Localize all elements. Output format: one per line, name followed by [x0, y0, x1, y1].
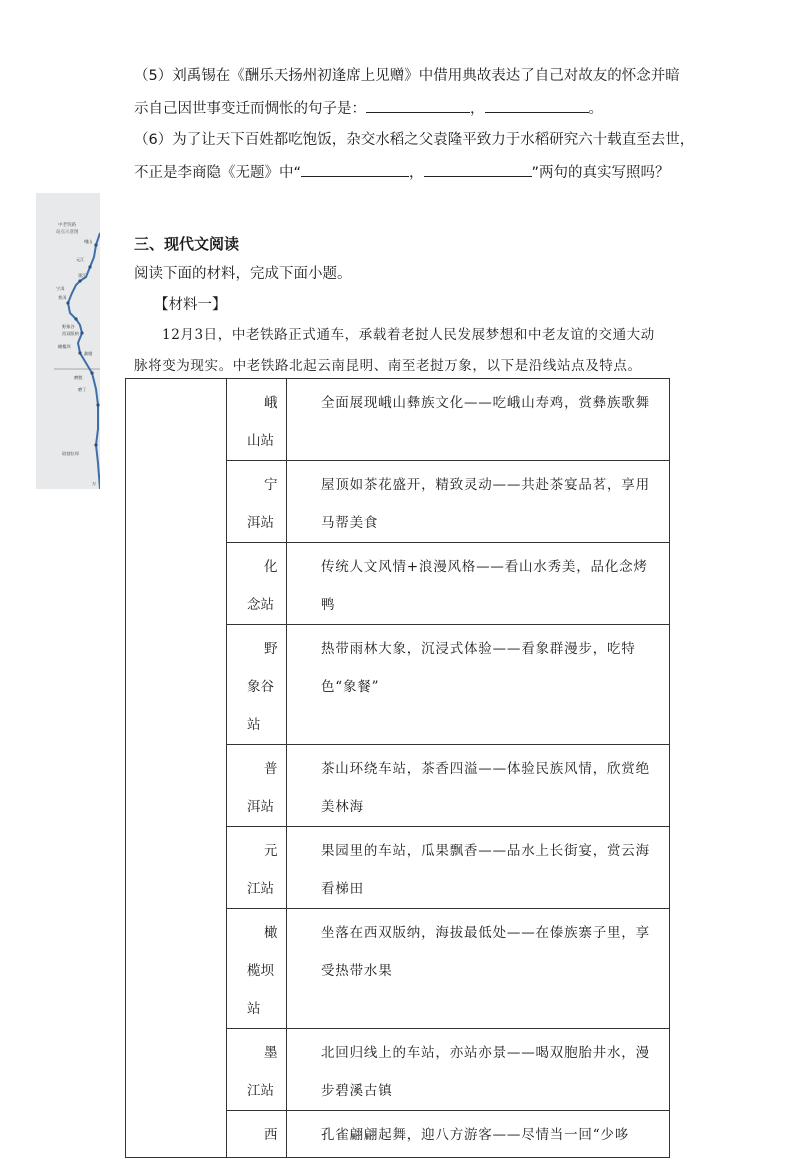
question-5-line-2 — [134, 98, 603, 119]
answer-blank[interactable] — [301, 162, 409, 177]
station-name-part: 山站 — [247, 433, 274, 449]
station-desc-cell — [287, 379, 670, 461]
station-name-part: 洱站 — [247, 799, 274, 815]
station-name-cell — [227, 827, 287, 909]
railway-route-map — [36, 193, 100, 489]
svg-text:橄榄坝: 橄榄坝 — [58, 344, 71, 349]
station-name-part: 野 — [264, 641, 278, 657]
station-name-part: 普 — [264, 761, 278, 777]
answer-blank[interactable] — [366, 98, 470, 113]
section-title: 三、现代文阅读 — [134, 235, 240, 253]
question-6-line-2 — [134, 162, 670, 183]
svg-text:野象谷: 野象谷 — [62, 324, 75, 329]
svg-text:万: 万 — [92, 481, 97, 486]
svg-text:宁洱: 宁洱 — [56, 286, 65, 291]
station-name — [227, 461, 286, 542]
station-name-part: 化 — [264, 559, 278, 575]
station-name — [227, 745, 286, 826]
station-desc-cell — [287, 1029, 670, 1111]
station-description: 果园里的车站，瓜果飘香——品水上长街宴，赏云海看梯田 — [321, 843, 650, 897]
station-row — [126, 379, 670, 461]
station-description: 北回归线上的车站，亦站亦景——喝双胞胎井水，漫步碧溪古镇 — [321, 1045, 650, 1099]
station-desc-cell — [287, 461, 670, 543]
station-name — [227, 1111, 286, 1154]
station-description: 传统人文风情+浪漫风格——看山水秀美，品化念烤鸭 — [321, 559, 648, 613]
section-instruction: 阅读下面的材料，完成下面小题。 — [134, 266, 352, 282]
answer-blank[interactable] — [485, 98, 589, 113]
separator: ， — [409, 165, 424, 181]
station-desc-cell — [287, 543, 670, 625]
station-name-part: 峨 — [264, 395, 278, 411]
material-intro-line-2: 脉将变为现实。中老铁路北起云南昆明、南至老挝万象，以下是沿线站点及特点。 — [134, 358, 642, 374]
map-title-1: 中老铁路 — [58, 223, 76, 228]
station-name-cell — [227, 1029, 287, 1111]
station-description: 屋顶如茶花盛开，精致灵动——共赴茶宴品茗，享用马帮美食 — [321, 477, 650, 531]
station-description: 茶山环绕车站，茶香四溢——体验民族风情，欣赏绝美林海 — [321, 761, 650, 815]
station-name — [227, 379, 286, 460]
separator: ， — [470, 101, 485, 117]
map-cell — [126, 379, 227, 1158]
svg-text:磨丁: 磨丁 — [78, 387, 87, 392]
svg-text:普洱: 普洱 — [58, 295, 67, 300]
svg-text:勐腊: 勐腊 — [84, 351, 93, 356]
station-name — [227, 827, 286, 908]
svg-text:琅勃拉邦: 琅勃拉邦 — [62, 451, 79, 456]
station-description: 孔雀翩翩起舞，迎八方游客——尽情当一回“少哆 — [321, 1127, 630, 1143]
station-name-cell — [227, 461, 287, 543]
material-intro-line-1: 12月3日，中老铁路正式通车，承载着老挝人民发展梦想和中老友谊的交通大动 — [162, 327, 655, 343]
station-name — [227, 625, 286, 744]
answer-blank[interactable] — [424, 162, 532, 177]
route-map-image — [36, 193, 100, 489]
svg-text:西双版纳: 西双版纳 — [62, 331, 79, 336]
station-name-cell — [227, 625, 287, 745]
question-5-prefix: 示自己因世事变迁而惆怅的句子是： — [134, 101, 366, 117]
station-name-part: 西 — [264, 1127, 278, 1143]
station-name-part: 榄坝站 — [247, 963, 274, 1017]
stations-table — [125, 378, 670, 1158]
station-desc-cell — [287, 909, 670, 1029]
station-desc-cell — [287, 745, 670, 827]
question-6-prefix: 不正是李商隐《无题》中“ — [134, 165, 302, 181]
station-name-part: 念站 — [247, 597, 274, 613]
sentence-end: 。 — [588, 101, 603, 117]
station-name — [227, 909, 286, 1028]
station-name-part: 江站 — [247, 1083, 274, 1099]
station-desc-cell — [287, 625, 670, 745]
material-label: 【材料一】 — [154, 297, 227, 313]
station-name-cell — [227, 1111, 287, 1158]
station-description: 坐落在西双版纳，海拔最低处——在傣族寨子里，享受热带水果 — [321, 925, 650, 979]
station-desc-cell — [287, 1111, 670, 1158]
station-name-part: 象谷站 — [247, 679, 274, 733]
svg-text:峨山: 峨山 — [84, 239, 93, 244]
station-desc-cell — [287, 827, 670, 909]
station-name-cell — [227, 543, 287, 625]
station-name — [227, 543, 286, 624]
station-name-part: 宁 — [264, 477, 278, 493]
station-name-cell — [227, 909, 287, 1029]
svg-text:元江: 元江 — [76, 257, 85, 262]
station-name — [227, 1029, 286, 1110]
station-name-part: 橄 — [264, 925, 278, 941]
map-title-2: 站点示意图 — [56, 230, 79, 235]
station-description: 全面展现峨山彝族文化——吃峨山寿鸡，赏彝族歌舞 — [321, 395, 650, 411]
svg-text:磨憨: 磨憨 — [74, 375, 83, 380]
station-name-part: 元 — [264, 843, 278, 859]
question-6-end: ”两句的真实写照吗？ — [531, 165, 670, 181]
station-name-part: 墨 — [264, 1045, 278, 1061]
station-name-part: 洱站 — [247, 515, 274, 531]
station-name-cell — [227, 745, 287, 827]
station-name-cell — [227, 379, 287, 461]
station-description: 热带雨林大象，沉浸式体验——看象群漫步，吃特色“象餐” — [321, 641, 636, 695]
svg-text:墨江: 墨江 — [78, 273, 87, 278]
station-name-part: 江站 — [247, 881, 274, 897]
question-6-line-1: （6）为了让天下百姓都吃饱饭，杂交水稻之父袁隆平致力于水稻研究六十载直至去世， — [134, 132, 695, 148]
question-5-line-1: （5）刘禹锡在《酬乐天扬州初逢席上见赠》中借用典故表达了自己对故友的怀念并暗 — [134, 68, 680, 84]
